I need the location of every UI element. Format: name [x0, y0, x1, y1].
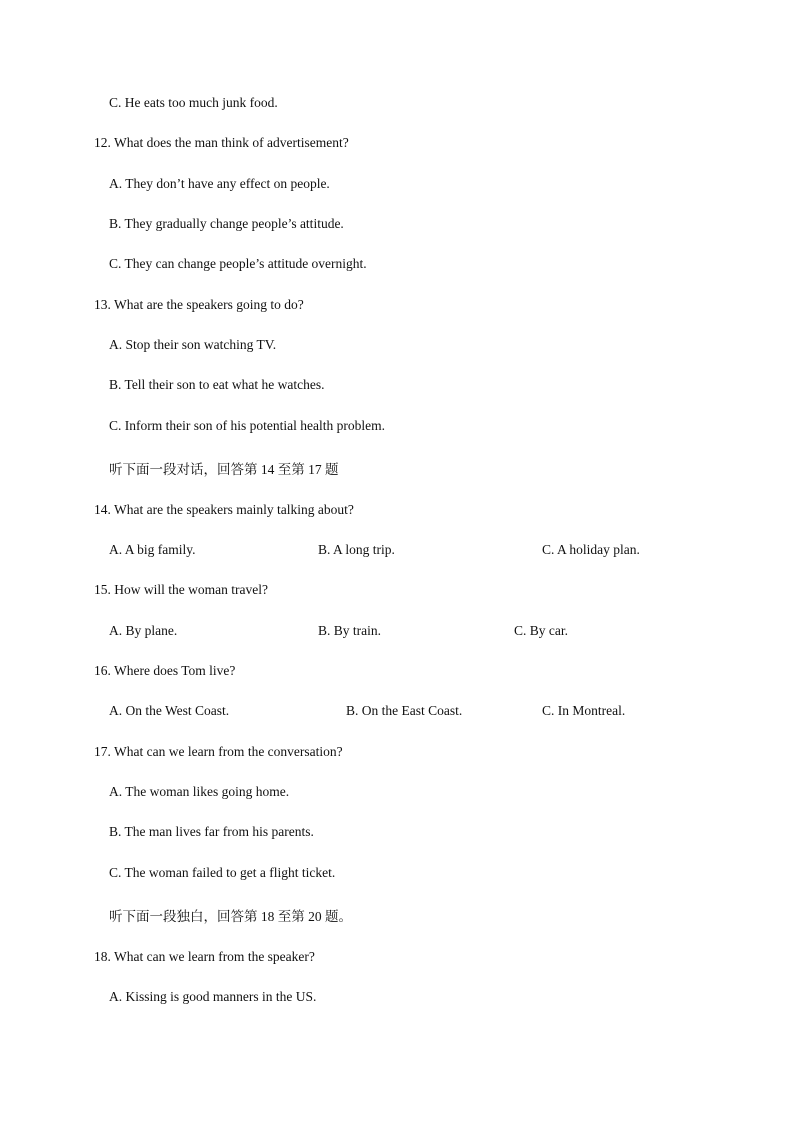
option-12b: B. They gradually change people’s attitude.: [109, 216, 344, 231]
option-17c: C. The woman failed to get a flight ticket.: [109, 865, 336, 880]
option-16a: A. On the West Coast.: [109, 703, 230, 718]
option-16b: B. On the East Coast.: [346, 703, 463, 718]
question-17: 17. What can we learn from the conversation?: [94, 744, 343, 759]
option-11c: C. He eats too much junk food.: [109, 95, 278, 110]
option-15b: B. By train.: [318, 623, 381, 638]
option-16c: C. In Montreal.: [542, 703, 626, 718]
option-12a: A. They don’t have any effect on people.: [109, 176, 330, 191]
section-instruction-18-20: 听下面一段独白，回答第 18 至第 20 题。: [109, 909, 352, 924]
option-15a: A. By plane.: [109, 623, 178, 638]
option-14b: B. A long trip.: [318, 542, 395, 557]
option-17b: B. The man lives far from his parents.: [109, 824, 314, 839]
question-15: 15. How will the woman travel?: [94, 582, 268, 597]
question-13: 13. What are the speakers going to do?: [94, 297, 304, 312]
option-13b: B. Tell their son to eat what he watches.: [109, 377, 325, 392]
option-14c: C. A holiday plan.: [542, 542, 640, 557]
option-12c: C. They can change people’s attitude overnight.: [109, 256, 367, 271]
option-17a: A. The woman likes going home.: [109, 784, 290, 799]
question-12: 12. What does the man think of advertisement?: [94, 135, 349, 150]
option-13a: A. Stop their son watching TV.: [109, 337, 277, 352]
question-18: 18. What can we learn from the speaker?: [94, 949, 315, 964]
question-14: 14. What are the speakers mainly talking about?: [94, 502, 354, 517]
section-instruction-14-17: 听下面一段对话，回答第 14 至第 17 题: [109, 462, 339, 477]
question-16: 16. Where does Tom live?: [94, 663, 236, 678]
option-14a: A. A big family.: [109, 542, 196, 557]
option-15c: C. By car.: [514, 623, 568, 638]
option-13c: C. Inform their son of his potential health problem.: [109, 418, 385, 433]
option-18a: A. Kissing is good manners in the US.: [109, 989, 317, 1004]
